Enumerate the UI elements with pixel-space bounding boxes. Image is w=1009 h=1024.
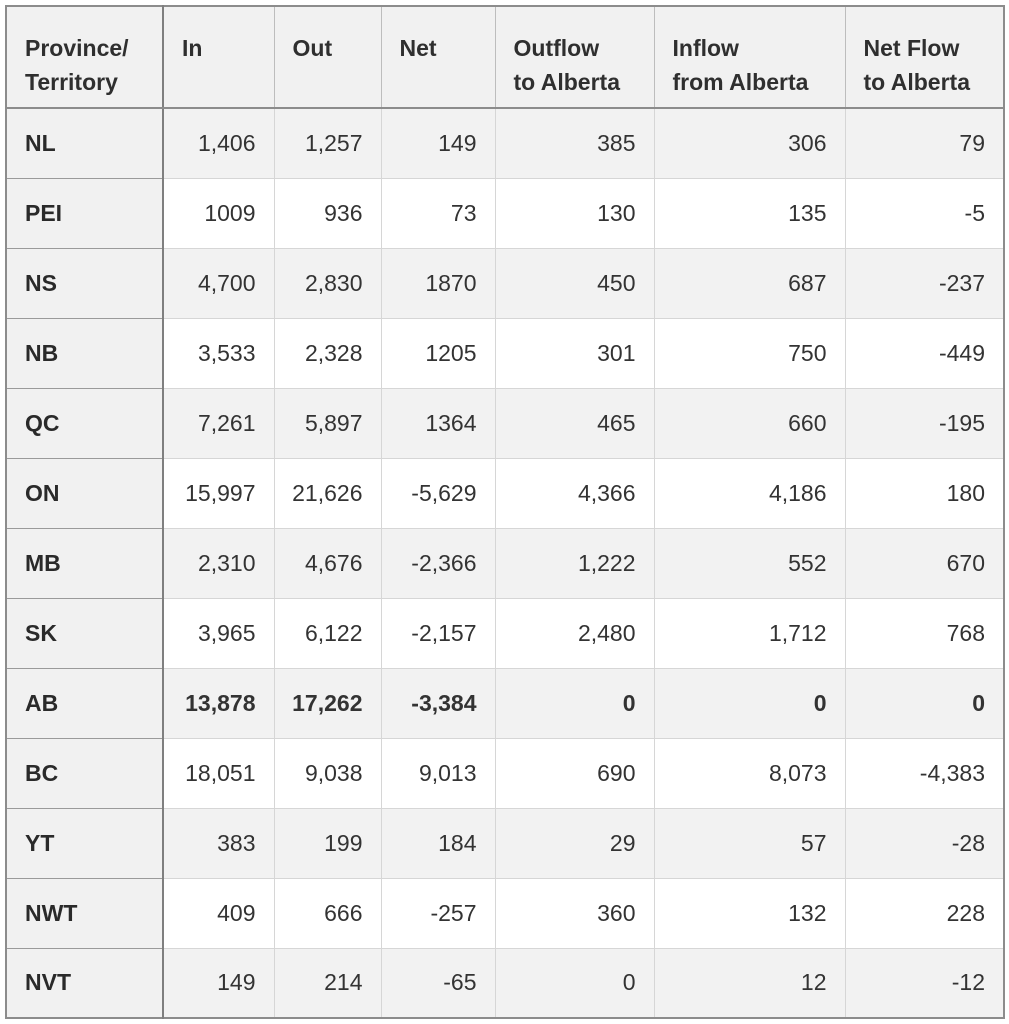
column-header-net: Net — [381, 6, 495, 108]
cell-in: 18,051 — [163, 738, 274, 808]
cell-outflow-to-alberta: 4,366 — [495, 458, 654, 528]
cell-out: 666 — [274, 878, 381, 948]
cell-out: 21,626 — [274, 458, 381, 528]
migration-table — [5, 5, 1005, 1019]
table-header — [6, 6, 1004, 108]
cell-net: -65 — [381, 948, 495, 1018]
cell-outflow-to-alberta: 690 — [495, 738, 654, 808]
cell-out: 5,897 — [274, 388, 381, 458]
cell-net-flow-to-alberta: 670 — [845, 528, 1004, 598]
cell-net: 9,013 — [381, 738, 495, 808]
cell-inflow-from-alberta: 552 — [654, 528, 845, 598]
row-header-province: ON — [6, 458, 163, 528]
cell-in: 7,261 — [163, 388, 274, 458]
cell-net: -2,366 — [381, 528, 495, 598]
cell-net-flow-to-alberta: -237 — [845, 248, 1004, 318]
cell-outflow-to-alberta: 465 — [495, 388, 654, 458]
cell-net: -5,629 — [381, 458, 495, 528]
row-header-province: SK — [6, 598, 163, 668]
cell-net-flow-to-alberta: -195 — [845, 388, 1004, 458]
cell-net: -2,157 — [381, 598, 495, 668]
cell-net-flow-to-alberta: 0 — [845, 668, 1004, 738]
table-row — [6, 808, 1004, 878]
cell-inflow-from-alberta: 1,712 — [654, 598, 845, 668]
cell-outflow-to-alberta: 29 — [495, 808, 654, 878]
column-header-in: In — [163, 6, 274, 108]
cell-net: -3,384 — [381, 668, 495, 738]
row-header-province: NWT — [6, 878, 163, 948]
cell-net-flow-to-alberta: 768 — [845, 598, 1004, 668]
cell-in: 1009 — [163, 178, 274, 248]
table-row — [6, 528, 1004, 598]
cell-net: 73 — [381, 178, 495, 248]
cell-net-flow-to-alberta: 79 — [845, 108, 1004, 178]
cell-net: 1205 — [381, 318, 495, 388]
cell-in: 149 — [163, 948, 274, 1018]
row-header-province: NVT — [6, 948, 163, 1018]
cell-net: -257 — [381, 878, 495, 948]
cell-net: 1364 — [381, 388, 495, 458]
cell-net-flow-to-alberta: -449 — [845, 318, 1004, 388]
row-header-province: YT — [6, 808, 163, 878]
cell-outflow-to-alberta: 2,480 — [495, 598, 654, 668]
table-row — [6, 318, 1004, 388]
cell-in: 3,533 — [163, 318, 274, 388]
cell-inflow-from-alberta: 135 — [654, 178, 845, 248]
cell-in: 1,406 — [163, 108, 274, 178]
column-header-out: Out — [274, 6, 381, 108]
row-header-province: PEI — [6, 178, 163, 248]
cell-inflow-from-alberta: 687 — [654, 248, 845, 318]
cell-net-flow-to-alberta: -5 — [845, 178, 1004, 248]
cell-inflow-from-alberta: 660 — [654, 388, 845, 458]
cell-outflow-to-alberta: 360 — [495, 878, 654, 948]
row-header-province: NS — [6, 248, 163, 318]
cell-out: 936 — [274, 178, 381, 248]
cell-out: 4,676 — [274, 528, 381, 598]
cell-net: 184 — [381, 808, 495, 878]
cell-outflow-to-alberta: 450 — [495, 248, 654, 318]
cell-net: 149 — [381, 108, 495, 178]
row-header-province: BC — [6, 738, 163, 808]
cell-outflow-to-alberta: 301 — [495, 318, 654, 388]
table-row — [6, 948, 1004, 1018]
cell-net: 1870 — [381, 248, 495, 318]
cell-inflow-from-alberta: 4,186 — [654, 458, 845, 528]
cell-outflow-to-alberta: 385 — [495, 108, 654, 178]
table-row — [6, 878, 1004, 948]
cell-inflow-from-alberta: 12 — [654, 948, 845, 1018]
table-row — [6, 248, 1004, 318]
header-row — [6, 6, 1004, 108]
cell-net-flow-to-alberta: 180 — [845, 458, 1004, 528]
cell-outflow-to-alberta: 0 — [495, 668, 654, 738]
cell-in: 2,310 — [163, 528, 274, 598]
cell-inflow-from-alberta: 8,073 — [654, 738, 845, 808]
cell-out: 9,038 — [274, 738, 381, 808]
table-row — [6, 598, 1004, 668]
table-row — [6, 388, 1004, 458]
row-header-province: NB — [6, 318, 163, 388]
column-header-outflow-to-alberta: Outflow to Alberta — [495, 6, 654, 108]
cell-in: 15,997 — [163, 458, 274, 528]
cell-outflow-to-alberta: 130 — [495, 178, 654, 248]
cell-net-flow-to-alberta: -4,383 — [845, 738, 1004, 808]
table-row — [6, 738, 1004, 808]
cell-inflow-from-alberta: 132 — [654, 878, 845, 948]
row-header-province: NL — [6, 108, 163, 178]
cell-out: 199 — [274, 808, 381, 878]
cell-in: 13,878 — [163, 668, 274, 738]
cell-out: 2,830 — [274, 248, 381, 318]
row-header-province: MB — [6, 528, 163, 598]
cell-in: 4,700 — [163, 248, 274, 318]
cell-out: 2,328 — [274, 318, 381, 388]
column-header-net-flow-to-alberta: Net Flow to Alberta — [845, 6, 1004, 108]
cell-inflow-from-alberta: 0 — [654, 668, 845, 738]
cell-net-flow-to-alberta: -28 — [845, 808, 1004, 878]
cell-outflow-to-alberta: 0 — [495, 948, 654, 1018]
column-header-inflow-from-alberta: Inflow from Alberta — [654, 6, 845, 108]
cell-out: 214 — [274, 948, 381, 1018]
row-header-province: QC — [6, 388, 163, 458]
table-row — [6, 178, 1004, 248]
cell-in: 409 — [163, 878, 274, 948]
cell-inflow-from-alberta: 57 — [654, 808, 845, 878]
cell-out: 1,257 — [274, 108, 381, 178]
cell-in: 3,965 — [163, 598, 274, 668]
cell-net-flow-to-alberta: -12 — [845, 948, 1004, 1018]
column-header-province: Province/ Territory — [6, 6, 163, 108]
table-row — [6, 668, 1004, 738]
cell-net-flow-to-alberta: 228 — [845, 878, 1004, 948]
cell-outflow-to-alberta: 1,222 — [495, 528, 654, 598]
migration-table-container — [5, 5, 1005, 1019]
table-row — [6, 108, 1004, 178]
row-header-province: AB — [6, 668, 163, 738]
cell-out: 6,122 — [274, 598, 381, 668]
cell-in: 383 — [163, 808, 274, 878]
table-row — [6, 458, 1004, 528]
cell-out: 17,262 — [274, 668, 381, 738]
cell-inflow-from-alberta: 306 — [654, 108, 845, 178]
table-body — [6, 108, 1004, 1018]
cell-inflow-from-alberta: 750 — [654, 318, 845, 388]
